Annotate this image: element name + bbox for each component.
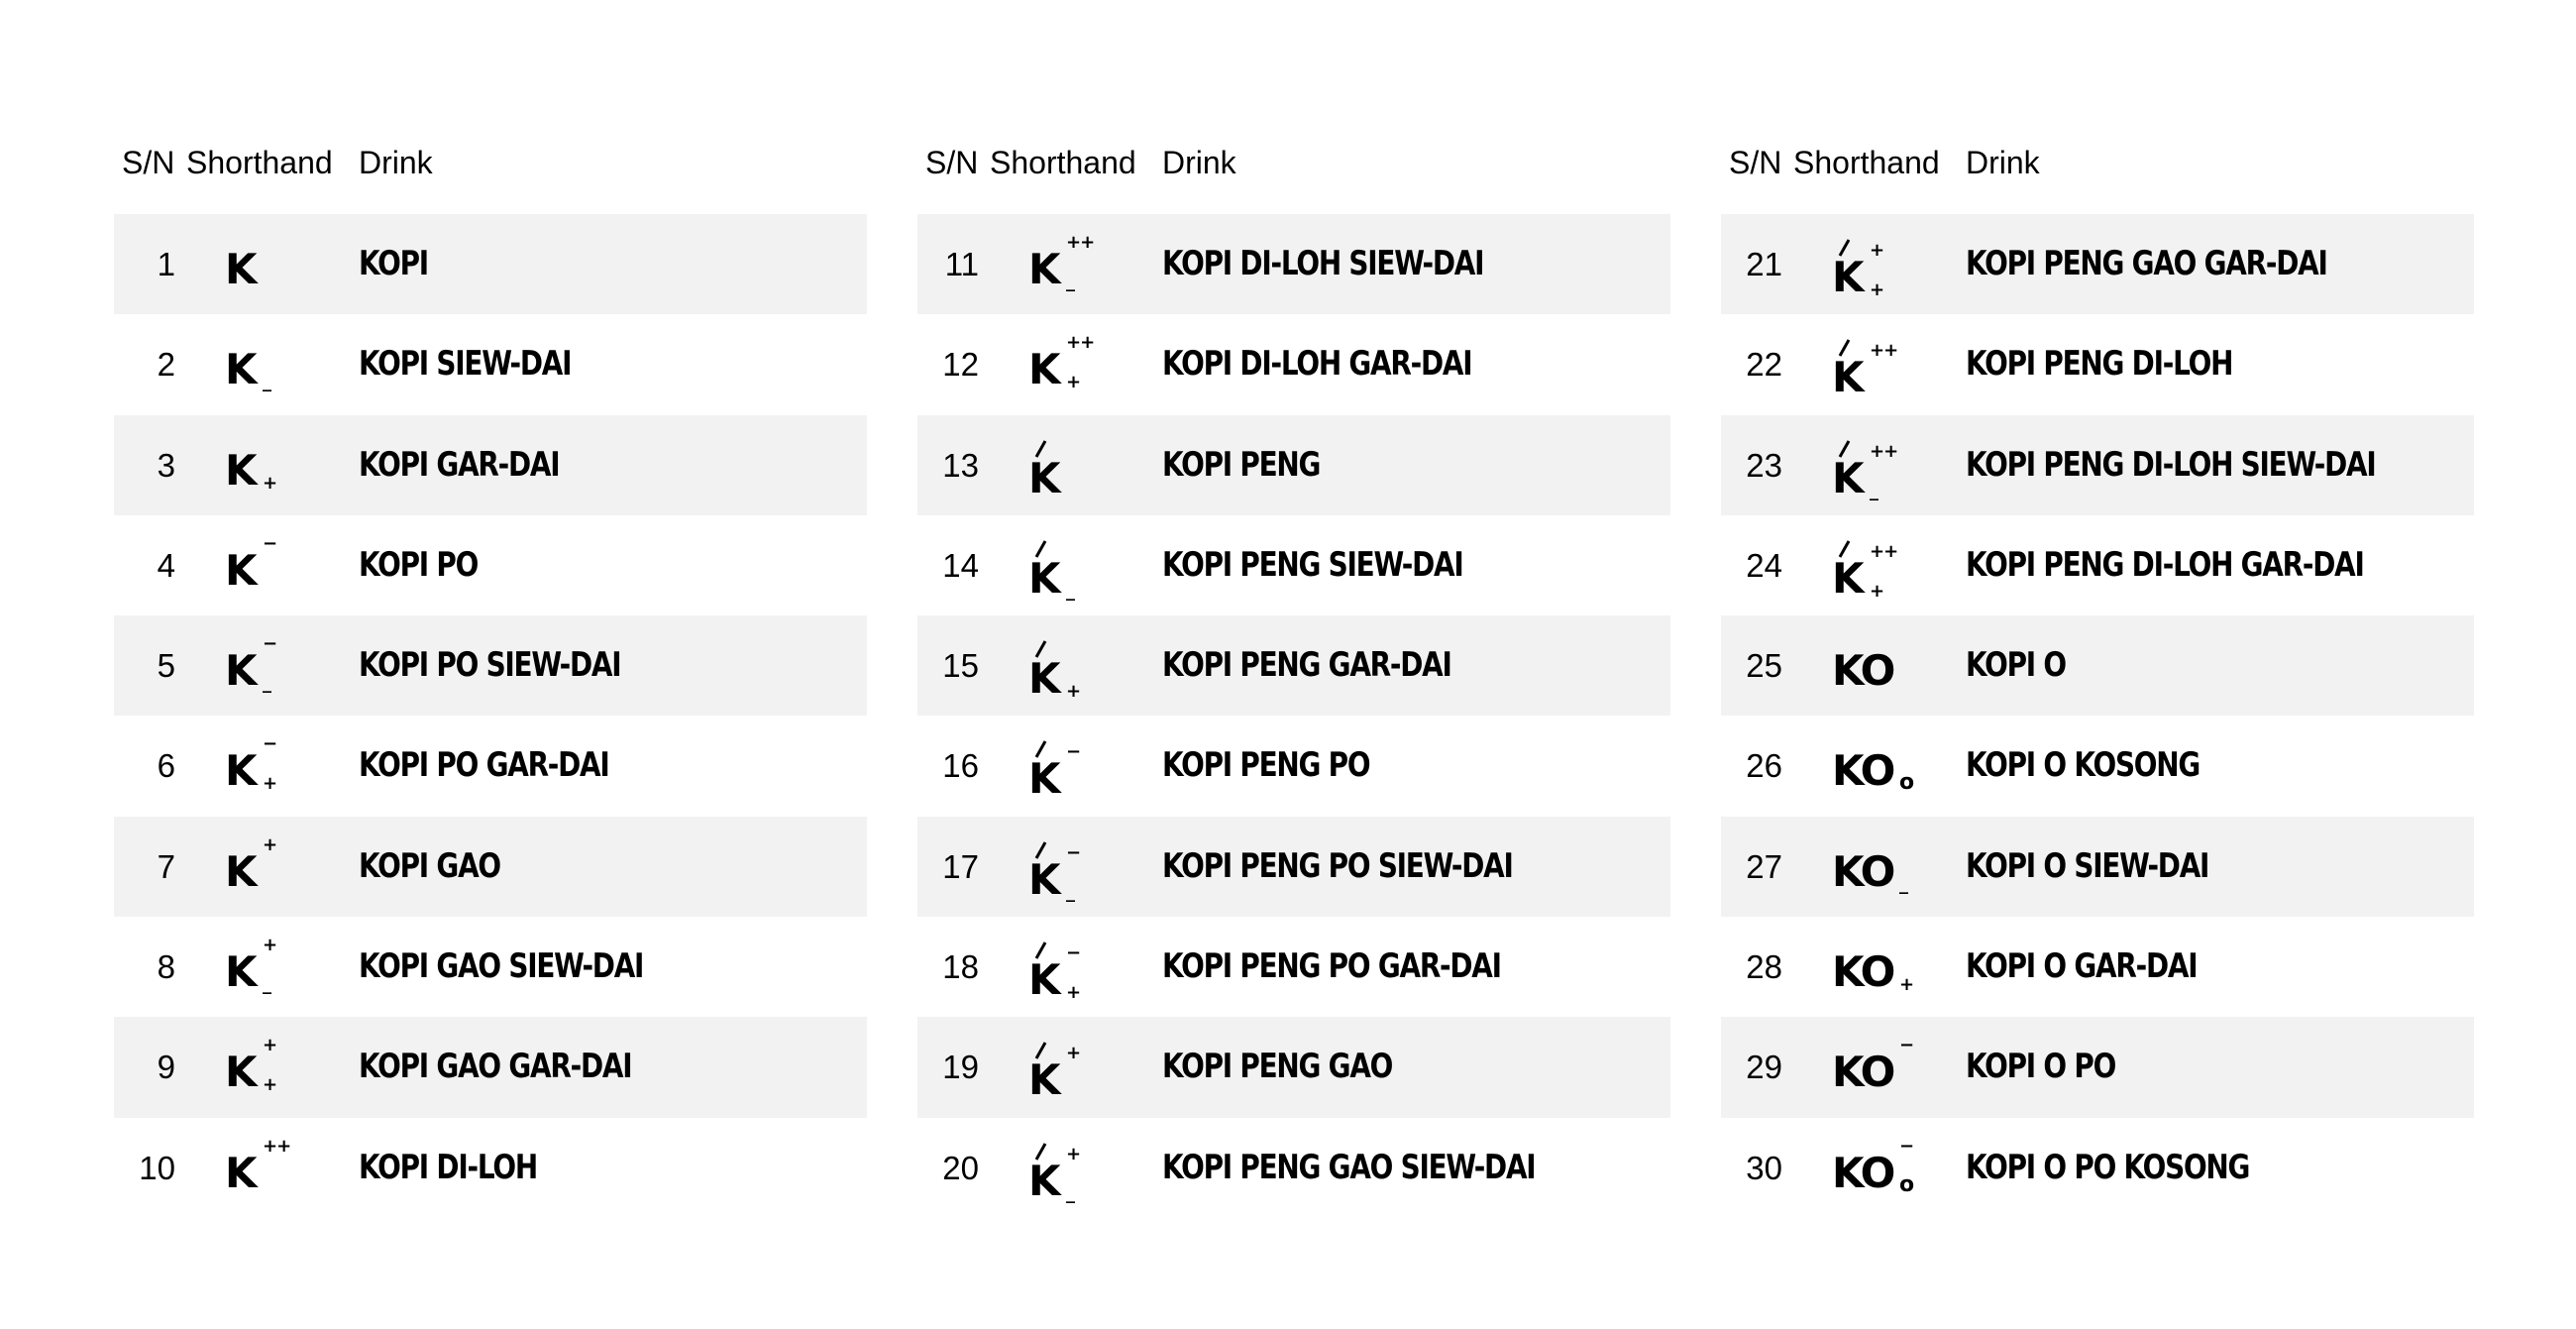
shorthand-top-mark: + bbox=[263, 935, 277, 956]
shorthand-top-mark: ++ bbox=[1066, 332, 1095, 354]
shorthand-top-mark: + bbox=[1870, 240, 1884, 261]
drink-name: KOPI PENG DI-LOH bbox=[1966, 344, 2233, 385]
table-body bbox=[114, 214, 867, 1218]
serial-number: 30 bbox=[1746, 1149, 1782, 1186]
shorthand-symbol bbox=[1026, 615, 1126, 716]
shorthand-glyph bbox=[1830, 1017, 1939, 1117]
drink-name: KOPI PENG DI-LOH SIEW-DAI bbox=[1966, 444, 2376, 485]
shorthand-symbol bbox=[223, 917, 322, 1017]
shorthand-base: K bbox=[1832, 453, 1863, 502]
shorthand-base: K bbox=[225, 846, 256, 896]
shorthand-glyph bbox=[223, 1017, 332, 1117]
drink-name: KOPI DI-LOH SIEW-DAI bbox=[1162, 244, 1484, 283]
serial-number: 22 bbox=[1746, 346, 1782, 384]
table-row bbox=[114, 615, 867, 716]
shorthand-bottom-mark: + bbox=[1066, 681, 1082, 703]
shorthand-top-mark: ++ bbox=[1870, 440, 1898, 462]
table-row bbox=[114, 716, 867, 816]
shorthand-glyph bbox=[1026, 917, 1135, 1017]
serial-number: 10 bbox=[139, 1149, 175, 1186]
shorthand-glyph bbox=[1026, 817, 1135, 917]
shorthand-base: K bbox=[1028, 453, 1059, 502]
shorthand-symbol bbox=[1830, 917, 1929, 1017]
shorthand-bottom-mark: _ bbox=[1066, 1182, 1075, 1204]
shorthand-symbol bbox=[1830, 716, 1929, 816]
shorthand-symbol bbox=[1026, 214, 1126, 314]
shorthand-symbol bbox=[223, 314, 322, 414]
shorthand-bottom-mark: _ bbox=[1066, 881, 1075, 903]
shorthand-base: K bbox=[1832, 353, 1863, 402]
table-header bbox=[1721, 139, 2474, 186]
shorthand-glyph bbox=[223, 817, 332, 917]
serial-number: 1 bbox=[157, 246, 175, 282]
shorthand-symbol bbox=[223, 1118, 322, 1218]
shorthand-base: K bbox=[1028, 245, 1059, 293]
table-row bbox=[1721, 716, 2474, 816]
shorthand-glyph bbox=[1830, 314, 1939, 414]
table-row bbox=[114, 1118, 867, 1218]
shorthand-glyph bbox=[223, 716, 332, 816]
shorthand-symbol bbox=[223, 615, 322, 716]
shorthand-bottom-mark: _ bbox=[263, 974, 271, 996]
table-row bbox=[917, 1118, 1670, 1218]
table-row bbox=[114, 214, 867, 314]
drink-name: KOPI O GAR-DAI bbox=[1966, 946, 2198, 987]
sn-header: S/N bbox=[1729, 145, 1782, 180]
table-row bbox=[1721, 515, 2474, 615]
shorthand-symbol bbox=[1830, 214, 1929, 314]
drink-name: KOPI PENG PO bbox=[1162, 745, 1370, 786]
shorthand-base: K bbox=[1028, 854, 1059, 904]
shorthand-symbol bbox=[1026, 817, 1126, 917]
drink-name: KOPI DI-LOH GAR-DAI bbox=[1162, 344, 1472, 385]
shorthand-symbol bbox=[1026, 415, 1126, 515]
shorthand-glyph bbox=[223, 1118, 332, 1218]
shorthand-glyph bbox=[1026, 716, 1135, 816]
shorthand-base: K bbox=[225, 545, 256, 595]
shorthand-symbol bbox=[223, 716, 322, 816]
shorthand-glyph bbox=[1026, 515, 1135, 615]
shorthand-header: Shorthand bbox=[186, 145, 333, 180]
table-row bbox=[1721, 917, 2474, 1017]
shorthand-header: Shorthand bbox=[1793, 145, 1940, 180]
shorthand-glyph bbox=[223, 314, 332, 414]
shorthand-base: KO bbox=[1832, 1148, 1894, 1197]
shorthand-symbol bbox=[1830, 615, 1929, 716]
drink-name: KOPI bbox=[359, 244, 428, 283]
shorthand-symbol bbox=[223, 415, 322, 515]
table-row bbox=[1721, 1118, 2474, 1218]
drink-name: KOPI PENG SIEW-DAI bbox=[1162, 544, 1463, 585]
drink-name: KOPI PO bbox=[359, 544, 479, 585]
shorthand-top-mark: − bbox=[1066, 942, 1081, 964]
shorthand-symbol bbox=[1830, 515, 1929, 615]
drink-table-2 bbox=[917, 139, 1670, 1218]
shorthand-top-mark: + bbox=[1066, 1043, 1081, 1064]
table-row bbox=[114, 415, 867, 515]
shorthand-glyph bbox=[223, 917, 332, 1017]
shorthand-bottom-mark: + bbox=[1870, 279, 1885, 300]
table-row bbox=[917, 515, 1670, 615]
shorthand-base: K bbox=[225, 646, 256, 696]
shorthand-base: KO bbox=[1832, 1048, 1894, 1097]
serial-number: 28 bbox=[1746, 948, 1782, 986]
table-row bbox=[1721, 1017, 2474, 1117]
shorthand-top-mark: − bbox=[1066, 841, 1081, 863]
serial-number: 21 bbox=[1746, 246, 1782, 282]
shorthand-glyph bbox=[1026, 1118, 1135, 1218]
table-row bbox=[114, 1017, 867, 1117]
shorthand-bottom-mark: _ bbox=[263, 673, 271, 695]
shorthand-symbol bbox=[1026, 314, 1126, 414]
serial-number: 8 bbox=[157, 948, 175, 986]
shorthand-top-mark: ++ bbox=[263, 1135, 291, 1157]
table-row bbox=[1721, 314, 2474, 414]
drink-header: Drink bbox=[1162, 145, 1236, 180]
serial-number: 19 bbox=[942, 1049, 979, 1086]
shorthand-base: K bbox=[225, 445, 256, 495]
serial-number: 9 bbox=[157, 1049, 175, 1086]
shorthand-bottom-mark: _ bbox=[263, 372, 271, 393]
drink-name: KOPI GAO SIEW-DAI bbox=[359, 946, 644, 987]
shorthand-header: Shorthand bbox=[990, 145, 1136, 180]
serial-number: 5 bbox=[157, 647, 175, 685]
shorthand-base: K bbox=[225, 1048, 256, 1097]
shorthand-symbol bbox=[223, 1017, 322, 1117]
drink-name: KOPI PENG GAO bbox=[1162, 1047, 1393, 1087]
table-row bbox=[917, 314, 1670, 414]
table-row bbox=[1721, 817, 2474, 917]
table-row bbox=[917, 214, 1670, 314]
shorthand-base: K bbox=[1832, 253, 1863, 301]
table-row bbox=[917, 1017, 1670, 1117]
shorthand-glyph bbox=[1830, 917, 1939, 1017]
shorthand-glyph bbox=[223, 214, 332, 314]
shorthand-symbol bbox=[1026, 917, 1126, 1017]
shorthand-glyph bbox=[1026, 214, 1135, 314]
shorthand-bottom-mark: + bbox=[1066, 372, 1082, 393]
table-header bbox=[917, 139, 1670, 186]
shorthand-base: KO bbox=[1832, 746, 1894, 796]
table-row bbox=[114, 515, 867, 615]
drink-name: KOPI GAO bbox=[359, 845, 500, 886]
serial-number: 4 bbox=[157, 546, 175, 584]
shorthand-bottom-mark: _ bbox=[1066, 580, 1075, 602]
shorthand-base: K bbox=[225, 1148, 256, 1197]
drink-header: Drink bbox=[359, 145, 433, 180]
table-row bbox=[114, 817, 867, 917]
drink-name: KOPI PO SIEW-DAI bbox=[359, 645, 621, 686]
shorthand-glyph bbox=[1026, 615, 1135, 716]
shorthand-base: K bbox=[1028, 754, 1059, 804]
shorthand-symbol bbox=[1026, 716, 1126, 816]
drink-name: KOPI PENG GAO SIEW-DAI bbox=[1162, 1147, 1536, 1187]
shorthand-bottom-mark: o bbox=[1899, 770, 1915, 796]
shorthand-glyph bbox=[1026, 314, 1135, 414]
drink-name: KOPI DI-LOH bbox=[359, 1147, 537, 1187]
table-row bbox=[917, 615, 1670, 716]
shorthand-bottom-mark: _ bbox=[1870, 480, 1878, 501]
shorthand-top-mark: − bbox=[1066, 741, 1081, 763]
serial-number: 25 bbox=[1746, 647, 1782, 685]
shorthand-top-mark: ++ bbox=[1870, 540, 1898, 562]
table-body bbox=[917, 214, 1670, 1218]
serial-number: 27 bbox=[1746, 847, 1782, 885]
serial-number: 12 bbox=[942, 346, 979, 384]
serial-number: 14 bbox=[942, 546, 979, 584]
shorthand-glyph bbox=[1830, 415, 1939, 515]
shorthand-bottom-mark: + bbox=[263, 1074, 278, 1096]
serial-number: 23 bbox=[1746, 446, 1782, 484]
table-row bbox=[1721, 615, 2474, 716]
shorthand-top-mark: − bbox=[1899, 1135, 1914, 1157]
shorthand-symbol bbox=[1830, 415, 1929, 515]
serial-number: 20 bbox=[942, 1149, 979, 1186]
serial-number: 11 bbox=[944, 246, 979, 282]
shorthand-symbol bbox=[1026, 1118, 1126, 1218]
drink-name: KOPI PENG bbox=[1162, 444, 1321, 485]
table-row bbox=[1721, 214, 2474, 314]
shorthand-glyph bbox=[223, 415, 332, 515]
table-row bbox=[114, 314, 867, 414]
shorthand-symbol bbox=[223, 817, 322, 917]
drink-name: KOPI O bbox=[1966, 645, 2066, 686]
drink-table-3 bbox=[1721, 139, 2474, 1218]
serial-number: 2 bbox=[157, 346, 175, 384]
shorthand-glyph bbox=[1830, 817, 1939, 917]
shorthand-glyph bbox=[1830, 214, 1939, 314]
table-row bbox=[917, 415, 1670, 515]
shorthand-base: K bbox=[225, 345, 256, 394]
drink-name: KOPI PENG PO GAR-DAI bbox=[1162, 946, 1501, 987]
shorthand-glyph bbox=[223, 615, 332, 716]
shorthand-glyph bbox=[1830, 716, 1939, 816]
shorthand-glyph bbox=[1026, 1017, 1135, 1117]
shorthand-base: K bbox=[225, 947, 256, 997]
table-row bbox=[114, 917, 867, 1017]
table-row bbox=[917, 716, 1670, 816]
shorthand-glyph bbox=[1830, 615, 1939, 716]
drink-name: KOPI O KOSONG bbox=[1966, 745, 2200, 786]
shorthand-glyph bbox=[1026, 415, 1135, 515]
serial-number: 6 bbox=[157, 747, 175, 785]
shorthand-base: KO bbox=[1832, 846, 1894, 896]
shorthand-top-mark: + bbox=[1066, 1143, 1081, 1164]
serial-number: 15 bbox=[942, 647, 979, 685]
drink-header: Drink bbox=[1966, 145, 2040, 180]
serial-number: 29 bbox=[1746, 1049, 1782, 1086]
drink-name: KOPI PENG PO SIEW-DAI bbox=[1162, 845, 1513, 886]
shorthand-top-mark: − bbox=[263, 532, 277, 554]
shorthand-base: K bbox=[1028, 1156, 1059, 1205]
shorthand-symbol bbox=[1830, 314, 1929, 414]
shorthand-symbol bbox=[223, 214, 322, 314]
shorthand-base: K bbox=[225, 746, 256, 796]
drink-name: KOPI GAR-DAI bbox=[359, 444, 560, 485]
shorthand-base: K bbox=[1832, 553, 1863, 603]
serial-number: 7 bbox=[157, 847, 175, 885]
shorthand-top-mark: + bbox=[263, 1035, 277, 1056]
drink-table-1 bbox=[114, 139, 867, 1218]
serial-number: 17 bbox=[942, 847, 979, 885]
drink-name: KOPI SIEW-DAI bbox=[359, 344, 572, 385]
drink-name: KOPI PENG DI-LOH GAR-DAI bbox=[1966, 544, 2364, 585]
shorthand-symbol bbox=[1830, 817, 1929, 917]
shorthand-bottom-mark: o bbox=[1899, 1171, 1915, 1197]
drink-name: KOPI GAO GAR-DAI bbox=[359, 1047, 632, 1087]
sn-header: S/N bbox=[122, 145, 175, 180]
shorthand-symbol bbox=[1830, 1017, 1929, 1117]
drink-name: KOPI PO GAR-DAI bbox=[359, 745, 609, 786]
shorthand-base: K bbox=[1028, 345, 1059, 394]
shorthand-bottom-mark: + bbox=[263, 773, 278, 795]
shorthand-top-mark: + bbox=[263, 833, 277, 855]
shorthand-top-mark: − bbox=[263, 633, 277, 655]
serial-number: 13 bbox=[942, 446, 979, 484]
sn-header: S/N bbox=[925, 145, 979, 180]
shorthand-base: KO bbox=[1832, 646, 1894, 696]
shorthand-symbol bbox=[1026, 515, 1126, 615]
shorthand-glyph bbox=[1830, 1118, 1939, 1218]
shorthand-base: K bbox=[1028, 654, 1059, 704]
drink-name: KOPI O PO bbox=[1966, 1047, 2116, 1087]
shorthand-base: K bbox=[1028, 955, 1059, 1005]
shorthand-glyph bbox=[223, 515, 332, 615]
shorthand-symbol bbox=[1026, 1017, 1126, 1117]
table-body bbox=[1721, 214, 2474, 1218]
serial-number: 26 bbox=[1746, 747, 1782, 785]
table-header bbox=[114, 139, 867, 186]
shorthand-top-mark: − bbox=[263, 733, 277, 755]
shorthand-glyph bbox=[1830, 515, 1939, 615]
shorthand-base: KO bbox=[1832, 947, 1894, 997]
serial-number: 16 bbox=[942, 747, 979, 785]
shorthand-symbol bbox=[223, 515, 322, 615]
serial-number: 18 bbox=[942, 948, 979, 986]
drink-name: KOPI O PO KOSONG bbox=[1966, 1147, 2250, 1187]
shorthand-bottom-mark: _ bbox=[1066, 272, 1075, 292]
serial-number: 3 bbox=[157, 446, 175, 484]
table-row bbox=[1721, 415, 2474, 515]
serial-number: 24 bbox=[1746, 546, 1782, 584]
shorthand-bottom-mark: + bbox=[1066, 982, 1082, 1004]
drink-name: KOPI PENG GAO GAR-DAI bbox=[1966, 244, 2327, 283]
drink-name: KOPI PENG GAR-DAI bbox=[1162, 645, 1451, 686]
shorthand-top-mark: ++ bbox=[1066, 232, 1095, 253]
shorthand-base: K bbox=[1028, 553, 1059, 603]
shorthand-bottom-mark: _ bbox=[1899, 873, 1908, 895]
shorthand-bottom-mark: + bbox=[1899, 974, 1915, 996]
shorthand-top-mark: ++ bbox=[1870, 340, 1898, 362]
shorthand-symbol bbox=[1830, 1118, 1929, 1218]
table-row bbox=[917, 817, 1670, 917]
shorthand-base: K bbox=[225, 245, 256, 293]
table-row bbox=[917, 917, 1670, 1017]
shorthand-top-mark: − bbox=[1899, 1035, 1914, 1056]
drink-name: KOPI O SIEW-DAI bbox=[1966, 845, 2209, 886]
shorthand-base: K bbox=[1028, 1055, 1059, 1105]
shorthand-bottom-mark: + bbox=[263, 472, 278, 494]
shorthand-bottom-mark: + bbox=[1870, 580, 1885, 602]
